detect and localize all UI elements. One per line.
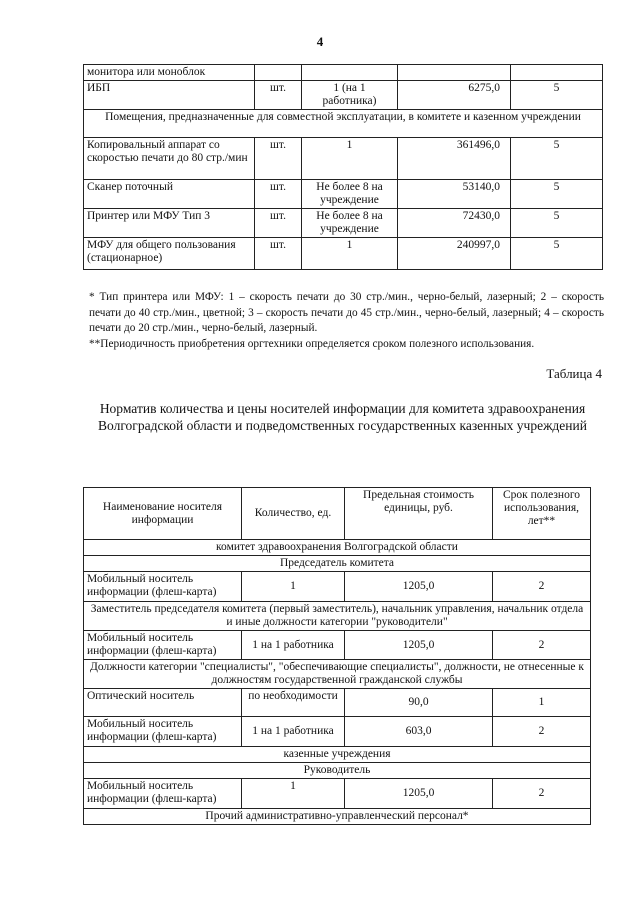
table-row bbox=[84, 238, 603, 270]
table-cell: 1 bbox=[242, 779, 345, 809]
table-cell: Не более 8 на учреждение bbox=[302, 180, 398, 209]
section-row bbox=[84, 809, 591, 825]
table-cell: 5 bbox=[511, 81, 603, 110]
section-row bbox=[84, 556, 591, 572]
section-heading: казенные учреждения bbox=[84, 747, 591, 763]
table-cell: 1 на 1 работника bbox=[242, 717, 345, 747]
header-term: Срок полезного использования, лет** bbox=[493, 488, 591, 540]
table-cell: шт. bbox=[255, 209, 302, 238]
table-cell: 2 bbox=[493, 572, 591, 602]
table-cell: 1 bbox=[302, 138, 398, 180]
section-row bbox=[84, 747, 591, 763]
table-cell: 1205,0 bbox=[345, 631, 493, 660]
subsection-heading: Прочий административно-управленческий персонал* bbox=[84, 809, 591, 825]
table-cell: 90,0 bbox=[345, 689, 493, 717]
table-cell: 361496,0 bbox=[398, 138, 511, 180]
table-cell: ИБП bbox=[84, 81, 255, 110]
table-cell: Мобильный носитель информации (флеш-карта) bbox=[84, 717, 242, 747]
table-cell: 72430,0 bbox=[398, 209, 511, 238]
table-cell: 1 bbox=[493, 689, 591, 717]
table-cell: 1 (на 1 работника) bbox=[302, 81, 398, 110]
table-cell: шт. bbox=[255, 180, 302, 209]
table-row bbox=[84, 689, 591, 717]
table-cell: по необходимости bbox=[242, 689, 345, 717]
table-cell: 6275,0 bbox=[398, 81, 511, 110]
table-row bbox=[84, 138, 603, 180]
storage-media-table bbox=[83, 487, 591, 825]
table-cell: Копировальный аппарат со скоростью печати до 80 стр./мин bbox=[84, 138, 255, 180]
subsection-heading: Председатель комитета bbox=[84, 556, 591, 572]
footnote-periodicity: **Периодичность приобретения оргтехники определяется сроком полезного использования. bbox=[89, 337, 535, 350]
equipment-table bbox=[83, 64, 603, 270]
table-row bbox=[84, 717, 591, 747]
header-name: Наименование носителя информации bbox=[84, 488, 242, 540]
header-qty: Количество, ед. bbox=[242, 488, 345, 540]
subsection-heading: Руководитель bbox=[84, 763, 591, 779]
table-row bbox=[84, 631, 591, 660]
table-cell: 2 bbox=[493, 779, 591, 809]
section-row bbox=[84, 602, 591, 631]
table-cell: Мобильный носитель информации (флеш-карта) bbox=[84, 779, 242, 809]
subsection-heading: Заместитель председателя комитета (первый заместитель), начальник управления, начальник отдела и иные должности категории "руководители" bbox=[84, 602, 591, 631]
section-row bbox=[84, 660, 591, 689]
table-cell: МФУ для общего пользования (стационарное) bbox=[84, 238, 255, 270]
table-cell: 53140,0 bbox=[398, 180, 511, 209]
table-cell: 5 bbox=[511, 209, 603, 238]
header-row bbox=[84, 488, 591, 540]
subsection-heading: Должности категории "специалисты", "обеспечивающие специалисты", должности, не отнесенные к должностям государственной гражданской службы bbox=[84, 660, 591, 689]
table-cell: 2 bbox=[493, 631, 591, 660]
table-row bbox=[84, 81, 603, 110]
table-cell: 240997,0 bbox=[398, 238, 511, 270]
table-cell: Сканер поточный bbox=[84, 180, 255, 209]
footnotes bbox=[89, 290, 604, 352]
table-cell: 2 bbox=[493, 717, 591, 747]
table-cell: 603,0 bbox=[345, 717, 493, 747]
table-cell: 1205,0 bbox=[345, 779, 493, 809]
table-row bbox=[84, 209, 603, 238]
table-cell: Мобильный носитель информации (флеш-карта) bbox=[84, 631, 242, 660]
section-row bbox=[84, 763, 591, 779]
table-cell: Не более 8 на учреждение bbox=[302, 209, 398, 238]
table-row bbox=[84, 779, 591, 809]
table-title: Норматив количества и цены носителей информации для комитета здравоохранения Волгоградской области и подведомственных государственных казенных учреждений bbox=[98, 401, 587, 433]
table-cell: Оптический носитель bbox=[84, 689, 242, 717]
section-row bbox=[84, 110, 603, 138]
table-row bbox=[84, 65, 603, 81]
table-cell: Принтер или МФУ Тип 3 bbox=[84, 209, 255, 238]
table-cell: 5 bbox=[511, 238, 603, 270]
table-cell: 5 bbox=[511, 138, 603, 180]
page-number: 4 bbox=[316, 34, 324, 49]
section-row bbox=[84, 540, 591, 556]
footnote-printer-types: * Тип принтера или МФУ: 1 – скорость печати до 30 стр./мин., черно-белый, лазерный; 2 – скорость печати до 40 стр./мин., цветной; 3 – скорость печати до 45 стр./мин., черно-белый, лазерный; 4 – скорость печати до 20 стр./мин., черно-белый, лазерный. bbox=[89, 291, 604, 334]
table-row bbox=[84, 572, 591, 602]
table-cell: 1 на 1 работника bbox=[242, 631, 345, 660]
table-row bbox=[84, 180, 603, 209]
table-cell: 1 bbox=[242, 572, 345, 602]
table-cell: шт. bbox=[255, 138, 302, 180]
table-cell: Мобильный носитель информации (флеш-карта) bbox=[84, 572, 242, 602]
table-cell: 1205,0 bbox=[345, 572, 493, 602]
table-cell: 1 bbox=[302, 238, 398, 270]
table-cell: монитора или моноблок bbox=[84, 65, 255, 81]
table-cell: шт. bbox=[255, 81, 302, 110]
table-cell: 5 bbox=[511, 180, 603, 209]
table-cell: шт. bbox=[255, 238, 302, 270]
section-heading: комитет здравоохранения Волгоградской области bbox=[84, 540, 591, 556]
header-price: Предельная стоимость единицы, руб. bbox=[345, 488, 493, 540]
table-label: Таблица 4 bbox=[546, 366, 602, 381]
section-heading: Помещения, предназначенные для совместной эксплуатации, в комитете и казенном учреждении bbox=[84, 110, 603, 138]
